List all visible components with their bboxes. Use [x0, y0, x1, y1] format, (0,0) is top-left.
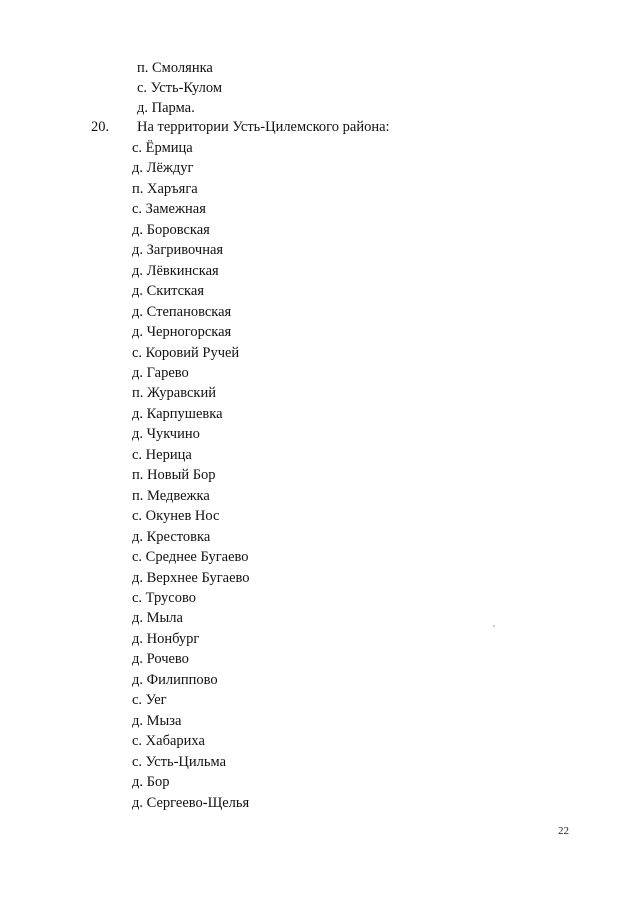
settlement-item: с. Окунев Нос [132, 508, 220, 525]
settlement-item: с. Ёрмица [132, 140, 193, 156]
settlement-item: д. Скитская [132, 283, 204, 300]
scan-speck [493, 625, 495, 627]
settlement-item: д. Боровская [132, 221, 210, 238]
settlement-item: д. Парма. [137, 100, 195, 116]
settlement-item: д. Черногорская [132, 324, 232, 341]
settlement-item: д. Загривочная [132, 242, 224, 259]
settlement-item: с. Среднее Бугаево [132, 549, 249, 566]
settlement-item: д. Чукчино [132, 426, 200, 443]
settlement-item: с. Усть-Цильма [132, 753, 227, 770]
settlement-item: д. Гарево [132, 364, 189, 381]
settlement-item: с. Трусово [132, 589, 196, 606]
settlement-item: п. Харъяга [132, 180, 198, 197]
settlement-item: с. Уег [132, 692, 167, 709]
settlement-item: д. Нонбург [132, 630, 200, 647]
settlement-item: с. Коровий Ручей [132, 344, 240, 361]
settlement-item: д. Крестовка [132, 528, 211, 545]
settlement-item: д. Филиппово [132, 671, 218, 688]
section-number: 20. [91, 119, 110, 135]
settlement-item: д. Мыла [132, 610, 183, 627]
page-number: 22 [558, 825, 569, 837]
settlement-item: п. Новый Бор [132, 467, 216, 484]
settlement-item: с. Нерица [132, 446, 192, 463]
settlement-item: д. Сергеево-Щелья [132, 794, 250, 811]
settlement-item: с. Замежная [132, 201, 206, 218]
settlement-item: д. Рочево [132, 651, 189, 668]
settlement-item: д. Мыза [132, 712, 182, 729]
settlement-item: д. Карпушевка [132, 405, 223, 422]
settlement-item: с. Хабариха [132, 733, 205, 750]
settlement-item: д. Верхнее Бугаево [132, 569, 250, 586]
settlement-item: д. Лёвкинская [132, 262, 219, 279]
settlement-item: п. Медвежка [132, 487, 210, 504]
settlement-item: д. Бор [132, 774, 170, 791]
settlement-list [132, 138, 250, 813]
settlement-item: п. Смолянка [137, 60, 213, 76]
settlement-item: д. Лёждуг [132, 160, 194, 177]
section-title: На территории Усть-Цилемского района: [137, 119, 390, 135]
settlement-item: с. Усть-Кулом [137, 80, 223, 96]
settlement-item: п. Журавский [132, 385, 216, 402]
settlement-item: д. Степановская [132, 303, 232, 320]
